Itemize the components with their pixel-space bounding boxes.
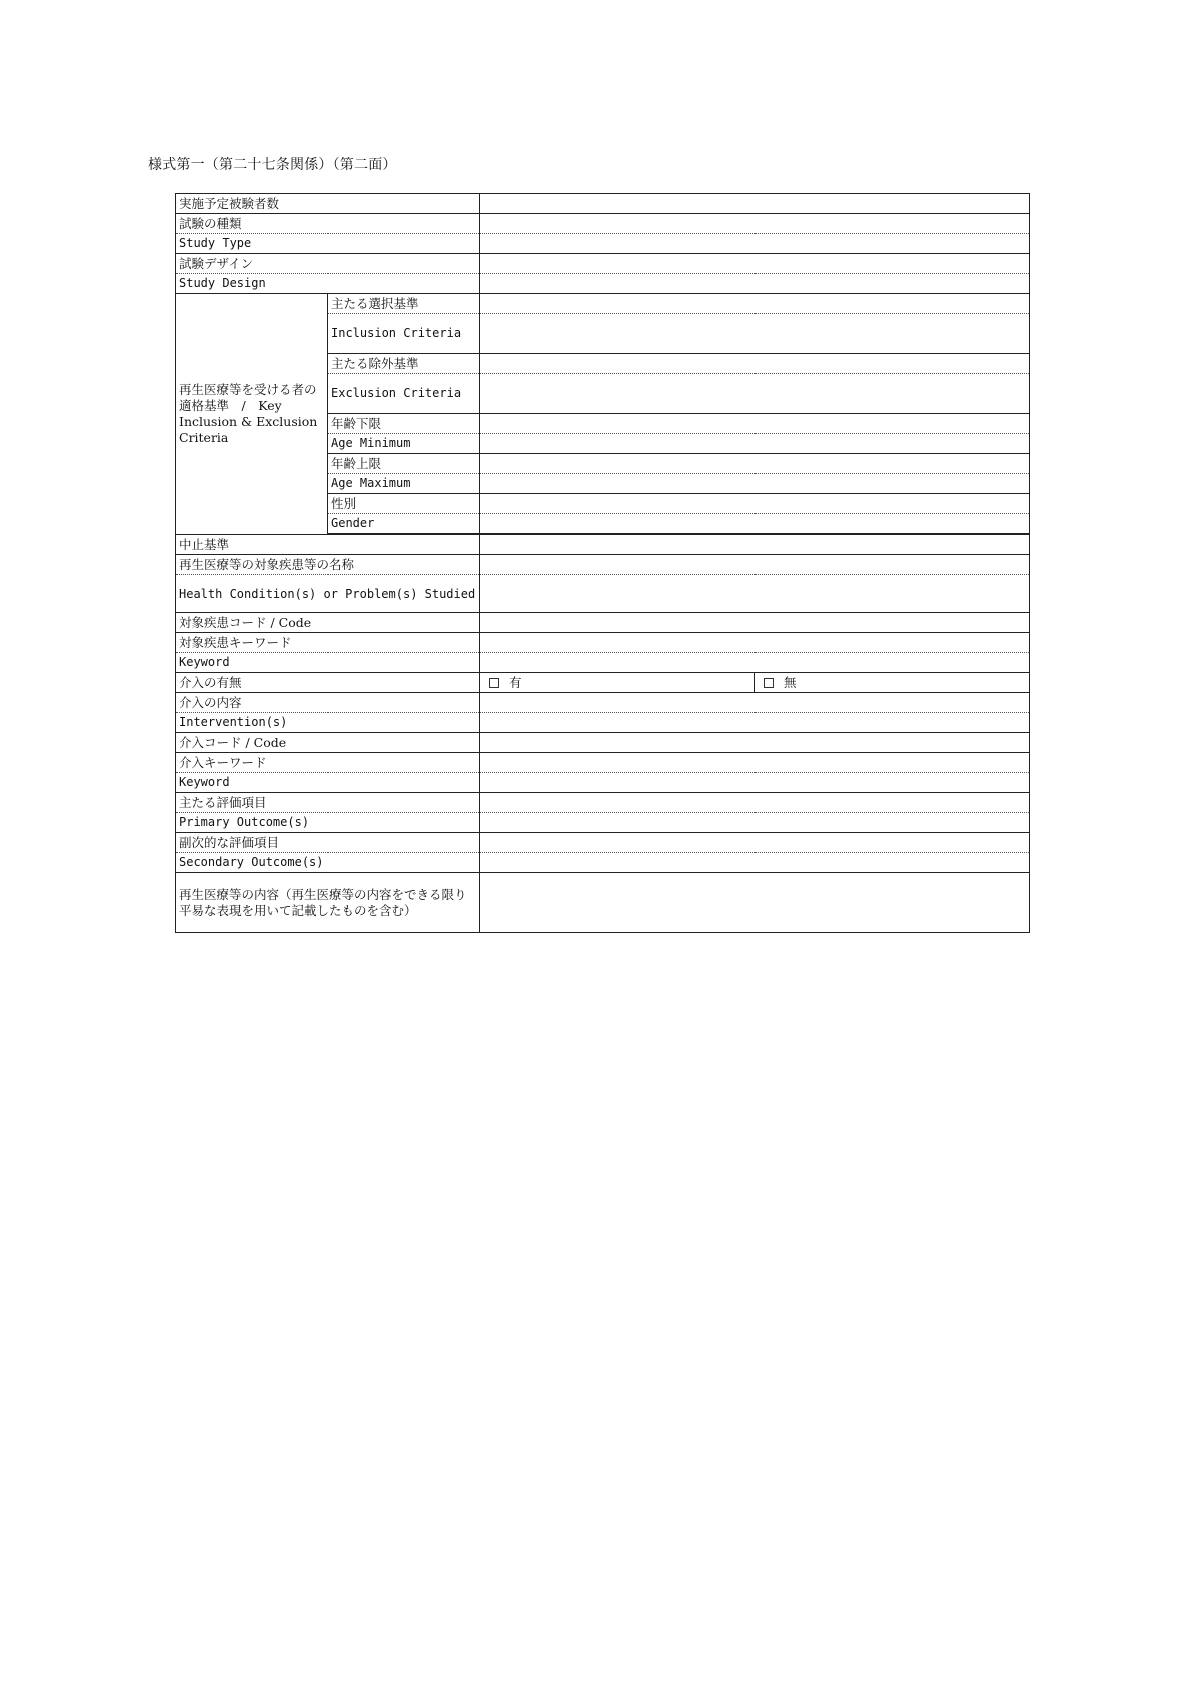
study-type-field-en[interactable] xyxy=(480,234,1030,254)
inclusion-label: 主たる選択基準 xyxy=(328,294,480,314)
row-primary-outcome xyxy=(176,793,1030,813)
row-study-type xyxy=(176,214,1030,234)
disease-code-field[interactable] xyxy=(480,613,1030,633)
row-disease-keyword-en xyxy=(176,653,1030,673)
row-intervention-content-en xyxy=(176,713,1030,733)
intervention-yes-option[interactable] xyxy=(480,673,755,693)
row-planned-subjects xyxy=(176,194,1030,214)
intervention-no-option[interactable] xyxy=(755,673,1030,693)
intervention-content-label: 介入の内容 xyxy=(176,693,480,713)
row-treatment-content xyxy=(176,873,1030,933)
inclusion-field-en[interactable] xyxy=(480,314,1030,354)
secondary-outcome-label: 副次的な評価項目 xyxy=(176,833,480,853)
inclusion-field[interactable] xyxy=(480,294,1030,314)
treatment-content-field[interactable] xyxy=(480,873,1030,933)
age-max-label-en: Age Maximum xyxy=(328,474,480,494)
row-secondary-outcome-en xyxy=(176,853,1030,873)
age-min-label: 年齢下限 xyxy=(328,414,480,434)
row-intervention-content xyxy=(176,693,1030,713)
row-intervention-code xyxy=(176,733,1030,753)
exclusion-label: 主たる除外基準 xyxy=(328,354,480,374)
discontinuation-label: 中止基準 xyxy=(176,535,480,555)
inclusion-label-en: Inclusion Criteria xyxy=(328,314,480,354)
registration-form-table xyxy=(175,193,1030,933)
study-type-label-en: Study Type xyxy=(176,234,480,254)
primary-outcome-field[interactable] xyxy=(480,793,1030,813)
intervention-keyword-field-en[interactable] xyxy=(480,773,1030,793)
disease-keyword-label: 対象疾患キーワード xyxy=(176,633,480,653)
study-type-field[interactable] xyxy=(480,214,1030,234)
disease-name-field[interactable] xyxy=(480,555,1030,575)
disease-name-label-en: Health Condition(s) or Problem(s) Studied xyxy=(176,575,480,613)
exclusion-field-en[interactable] xyxy=(480,374,1030,414)
secondary-outcome-label-en: Secondary Outcome(s) xyxy=(176,853,480,873)
gender-field[interactable] xyxy=(480,494,1030,514)
intervention-keyword-label-en: Keyword xyxy=(176,773,480,793)
disease-name-field-en[interactable] xyxy=(480,575,1030,613)
primary-outcome-label-en: Primary Outcome(s) xyxy=(176,813,480,833)
row-study-design xyxy=(176,254,1030,274)
form-heading: 様式第一（第二十七条関係）（第二面） xyxy=(148,157,397,173)
disease-name-label: 再生医療等の対象疾患等の名称 xyxy=(176,555,480,575)
row-inclusion xyxy=(176,294,1030,314)
age-max-field[interactable] xyxy=(480,454,1030,474)
age-max-field-en[interactable] xyxy=(480,474,1030,494)
intervention-keyword-field[interactable] xyxy=(480,753,1030,773)
row-intervention-presence xyxy=(176,673,1030,693)
intervention-yes-label: 有 xyxy=(509,675,522,690)
disease-keyword-field-en[interactable] xyxy=(480,653,1030,673)
secondary-outcome-field[interactable] xyxy=(480,833,1030,853)
row-study-type-en xyxy=(176,234,1030,254)
study-design-field-en[interactable] xyxy=(480,274,1030,294)
row-disease-code xyxy=(176,613,1030,633)
row-discontinuation xyxy=(176,535,1030,555)
age-max-label: 年齢上限 xyxy=(328,454,480,474)
age-min-field[interactable] xyxy=(480,414,1030,434)
row-study-design-en xyxy=(176,274,1030,294)
treatment-content-label: 再生医療等の内容（再生医療等の内容をできる限り平易な表現を用いて記載したものを含む） xyxy=(176,873,480,933)
intervention-keyword-label: 介入キーワード xyxy=(176,753,480,773)
intervention-presence-label: 介入の有無 xyxy=(176,673,480,693)
row-intervention-keyword-en xyxy=(176,773,1030,793)
intervention-content-label-en: Intervention(s) xyxy=(176,713,480,733)
row-disease-keyword xyxy=(176,633,1030,653)
intervention-content-field-en[interactable] xyxy=(480,713,1030,733)
discontinuation-field[interactable] xyxy=(480,535,1030,555)
primary-outcome-field-en[interactable] xyxy=(480,813,1030,833)
row-disease-name xyxy=(176,555,1030,575)
age-min-label-en: Age Minimum xyxy=(328,434,480,454)
intervention-content-field[interactable] xyxy=(480,693,1030,713)
disease-keyword-label-en: Keyword xyxy=(176,653,480,673)
planned-subjects-label: 実施予定被験者数 xyxy=(176,194,480,214)
gender-label-en: Gender xyxy=(328,514,480,534)
study-type-label: 試験の種類 xyxy=(176,214,480,234)
disease-keyword-field[interactable] xyxy=(480,633,1030,653)
checkbox-empty-icon[interactable] xyxy=(489,678,499,688)
age-min-field-en[interactable] xyxy=(480,434,1030,454)
exclusion-field[interactable] xyxy=(480,354,1030,374)
intervention-code-label: 介入コード / Code xyxy=(176,733,480,753)
row-intervention-keyword xyxy=(176,753,1030,773)
exclusion-label-en: Exclusion Criteria xyxy=(328,374,480,414)
intervention-no-label: 無 xyxy=(784,675,797,690)
eligibility-group-label: 再生医療等を受ける者の適格基準 / Key Inclusion & Exclusion Criteria xyxy=(176,294,328,535)
disease-code-label: 対象疾患コード / Code xyxy=(176,613,480,633)
gender-field-en[interactable] xyxy=(480,514,1030,534)
gender-label: 性別 xyxy=(328,494,480,514)
study-design-field[interactable] xyxy=(480,254,1030,274)
intervention-code-field[interactable] xyxy=(480,733,1030,753)
planned-subjects-field[interactable] xyxy=(480,194,1030,214)
row-disease-name-en xyxy=(176,575,1030,613)
primary-outcome-label: 主たる評価項目 xyxy=(176,793,480,813)
checkbox-empty-icon[interactable] xyxy=(764,678,774,688)
secondary-outcome-field-en[interactable] xyxy=(480,853,1030,873)
row-secondary-outcome xyxy=(176,833,1030,853)
study-design-label: 試験デザイン xyxy=(176,254,480,274)
row-primary-outcome-en xyxy=(176,813,1030,833)
study-design-label-en: Study Design xyxy=(176,274,480,294)
